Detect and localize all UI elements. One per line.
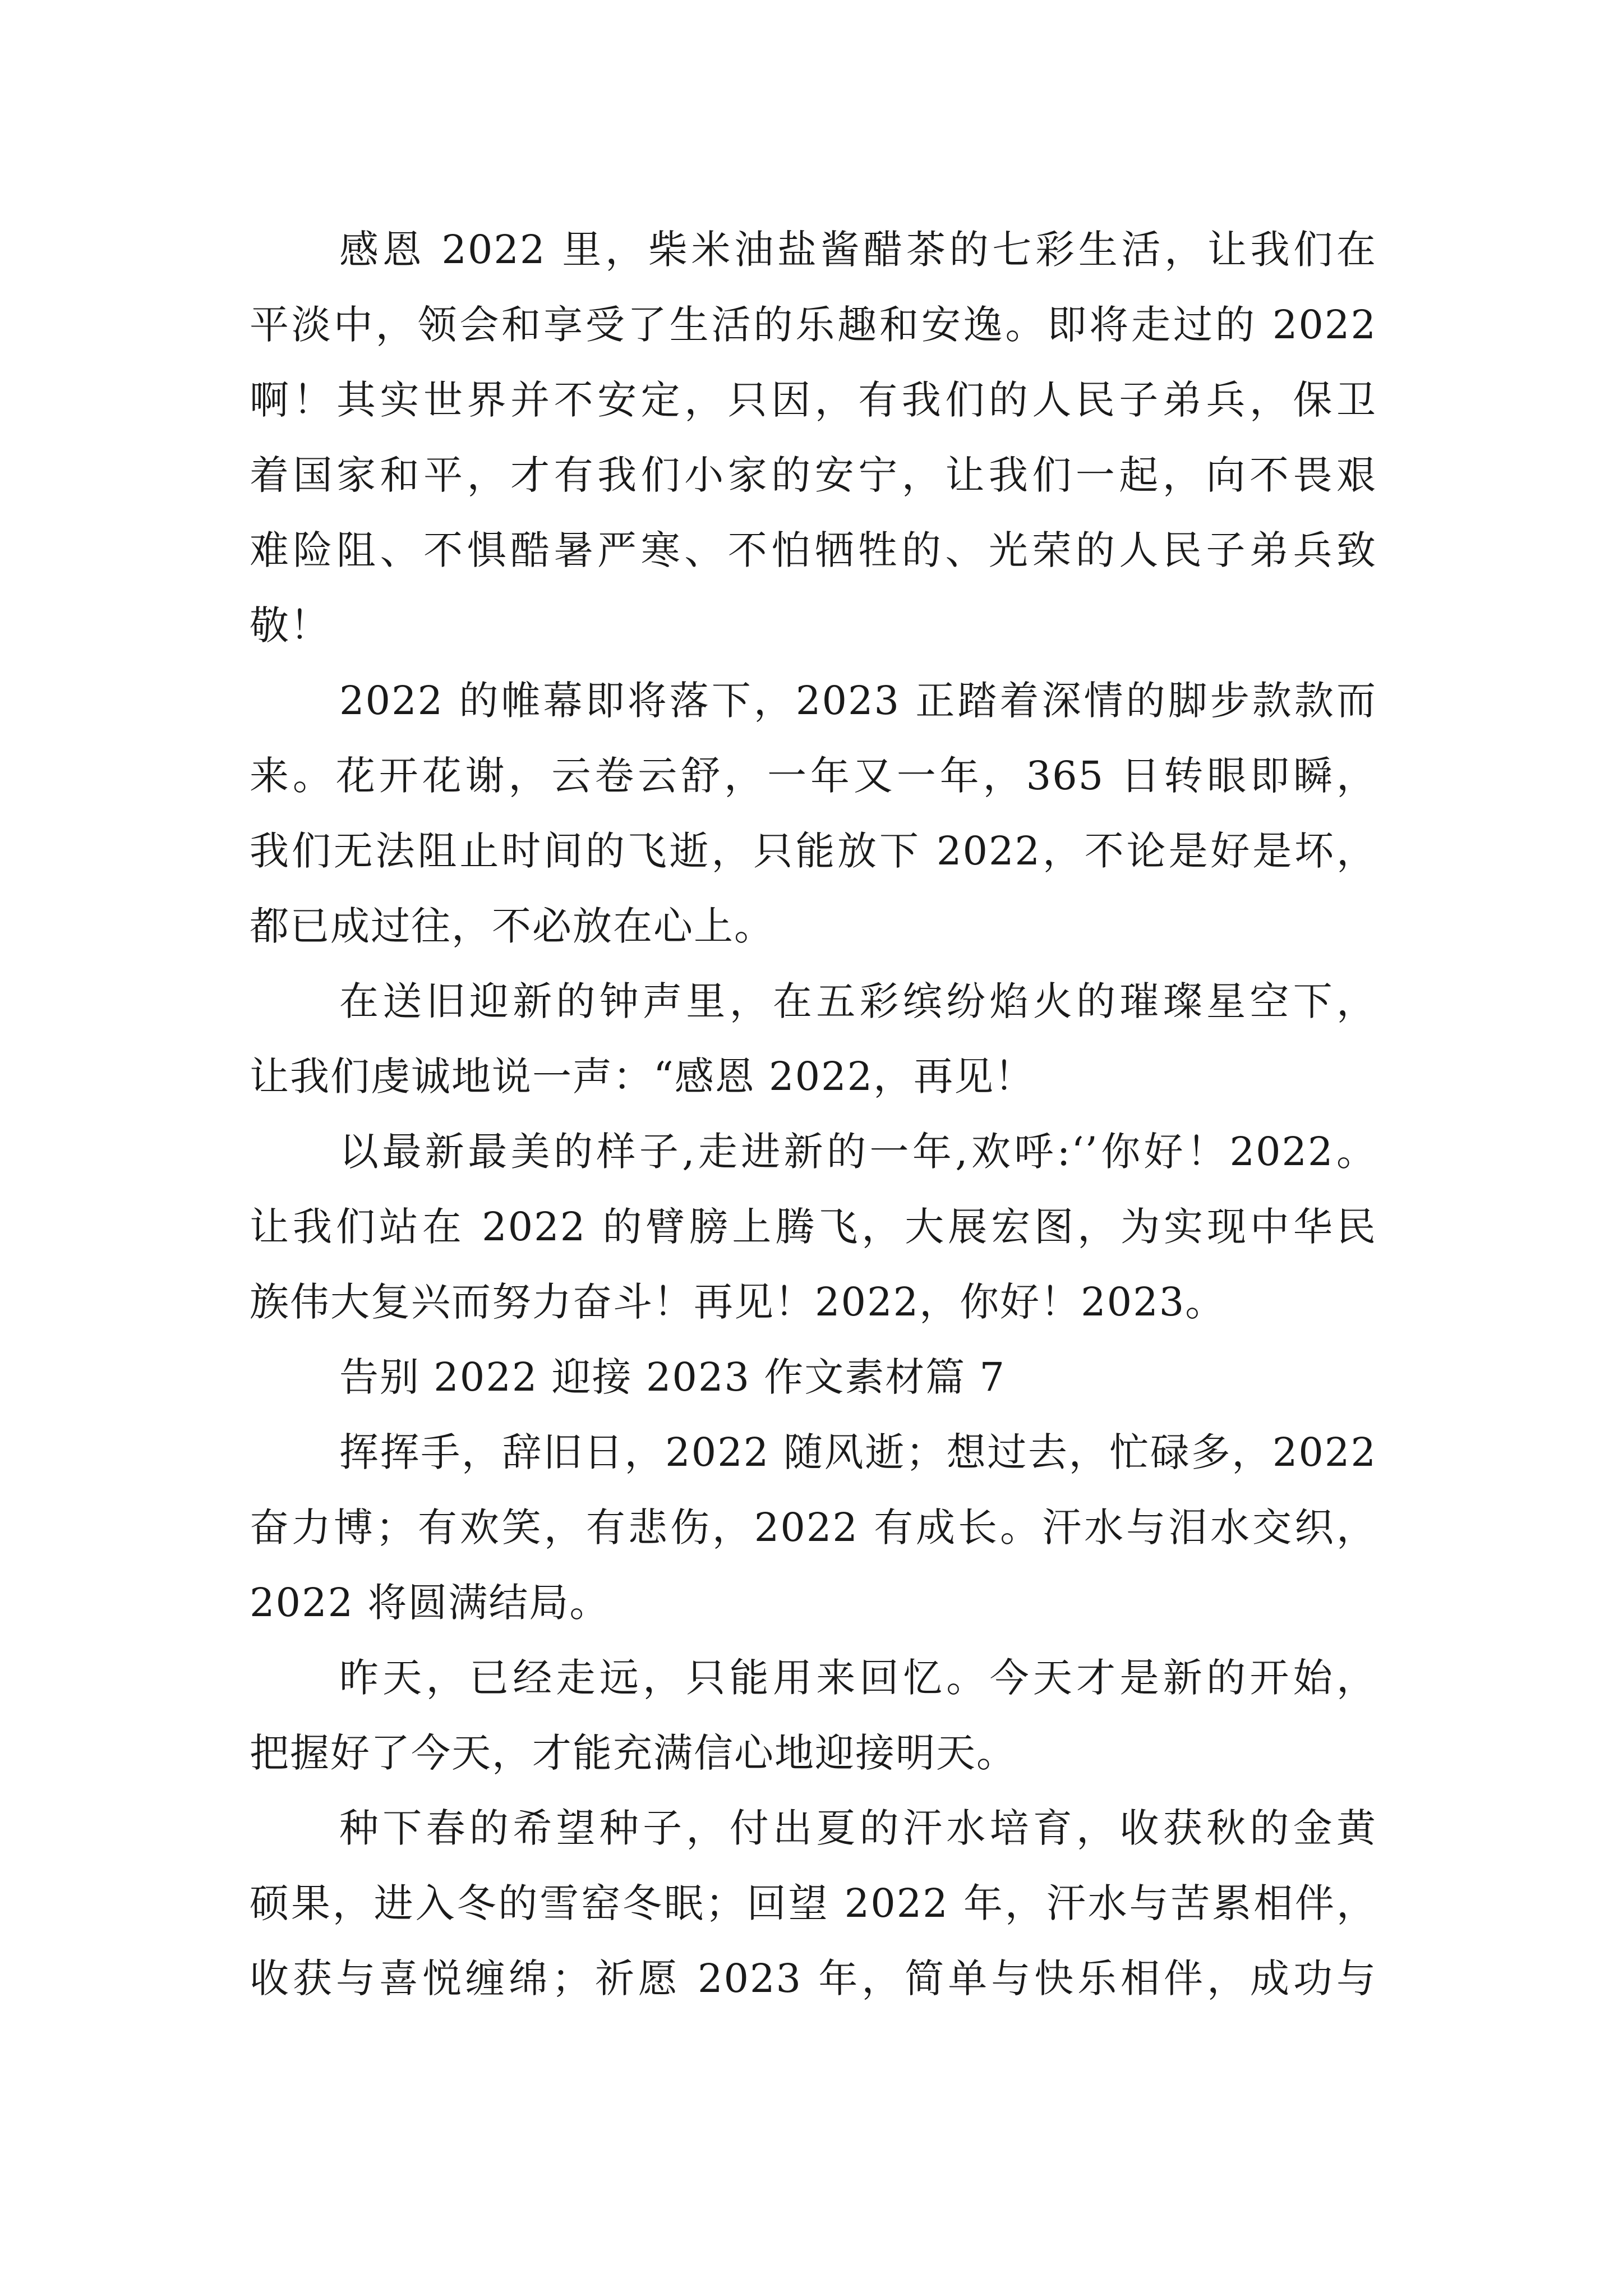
text-line: 感恩 2022 里，柴米油盐酱醋茶的七彩生活，让我们在	[339, 227, 1377, 273]
text-line: 敬！	[250, 602, 330, 648]
body-text	[250, 212, 1377, 2016]
text-line: 让我们站在 2022 的臂膀上腾飞，大展宏图，为实现中华民	[250, 1204, 1377, 1250]
text-line: 把握好了今天，才能充满信心地迎接明天。	[250, 1730, 1017, 1776]
text-line: 平淡中，领会和享受了生活的乐趣和安逸。即将走过的 2022	[250, 302, 1377, 348]
text-line: 2022 的帷幕即将落下，2023 正踏着深情的脚步款款而	[339, 678, 1377, 724]
text-line: 硕果，进入冬的雪窑冬眠；回望 2022 年，汗水与苦累相伴，	[250, 1880, 1377, 1926]
text-line: 种下春的希望种子，付出夏的汗水培育，收获秋的金黄	[339, 1805, 1377, 1851]
text-line: 啊！其实世界并不安定，只因，有我们的人民子弟兵，保卫	[250, 377, 1377, 423]
text-line: 收获与喜悦缠绵；祈愿 2023 年，简单与快乐相伴，成功与	[250, 1955, 1377, 2001]
text-line: 2022 将圆满结局。	[250, 1580, 610, 1626]
text-line: 挥挥手，辞旧日，2022 随风逝；想过去，忙碌多，2022	[339, 1429, 1377, 1475]
text-line: 族伟大复兴而努力奋斗！再见！2022，你好！2023。	[250, 1279, 1226, 1325]
text-line: 奋力博；有欢笑，有悲伤，2022 有成长。汗水与泪水交织，	[250, 1504, 1377, 1550]
text-line: 以最新最美的样子,走进新的一年,欢呼:‘’你好！2022。	[339, 1129, 1377, 1175]
text-line: 让我们虔诚地说一声：“感恩 2022，再见！	[250, 1053, 1035, 1099]
text-line: 在送旧迎新的钟声里，在五彩缤纷焰火的璀璨星空下，	[339, 978, 1377, 1024]
text-line: 昨天，已经走远，只能用来回忆。今天才是新的开始，	[339, 1655, 1377, 1701]
text-line: 难险阻、不惧酷暑严寒、不怕牺牲的、光荣的人民子弟兵致	[250, 527, 1377, 573]
text-line: 着国家和平，才有我们小家的安宁，让我们一起，向不畏艰	[250, 452, 1377, 498]
text-line: 告别 2022 迎接 2023 作文素材篇 7	[339, 1354, 1006, 1400]
text-line: 来。花开花谢，云卷云舒，一年又一年，365 日转眼即瞬，	[250, 753, 1377, 799]
text-line: 都已成过往，不必放在心上。	[250, 903, 774, 949]
text-line: 我们无法阻止时间的飞逝，只能放下 2022，不论是好是坏，	[250, 828, 1377, 874]
